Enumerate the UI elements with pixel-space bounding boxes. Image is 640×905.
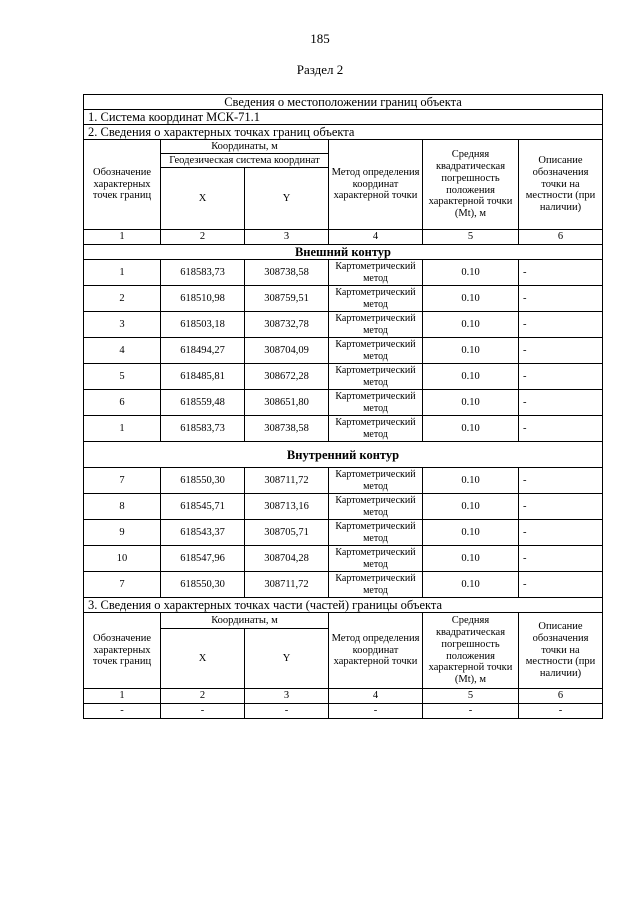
method-cell: Картометрический метод xyxy=(329,494,423,520)
method-cell: Картометрический метод xyxy=(329,572,423,598)
x-cell: 618559,48 xyxy=(161,390,245,416)
description-cell: - xyxy=(519,494,603,520)
accuracy-cell: 0.10 xyxy=(423,546,519,572)
method-cell: Картометрический метод xyxy=(329,338,423,364)
method-cell: Картометрический метод xyxy=(329,286,423,312)
table-cell: - xyxy=(423,704,519,719)
y-cell: 308711,72 xyxy=(245,572,329,598)
description-cell: - xyxy=(519,468,603,494)
column-number: 3 xyxy=(245,689,329,704)
x-cell: 618485,81 xyxy=(161,364,245,390)
description-cell: - xyxy=(519,572,603,598)
point-cell: 2 xyxy=(84,286,161,312)
coord-system: 1. Система координат МСК-71.1 xyxy=(84,110,603,125)
table-row xyxy=(84,312,603,338)
x-cell: 618545,71 xyxy=(161,494,245,520)
table-cell: - xyxy=(329,704,423,719)
accuracy-cell: 0.10 xyxy=(423,390,519,416)
column-number: 4 xyxy=(329,230,423,245)
table-row xyxy=(84,520,603,546)
column-number: 5 xyxy=(423,689,519,704)
y-cell: 308759,51 xyxy=(245,286,329,312)
accuracy-cell: 0.10 xyxy=(423,312,519,338)
x-cell: 618543,37 xyxy=(161,520,245,546)
y-cell: 308705,71 xyxy=(245,520,329,546)
method-cell: Картометрический метод xyxy=(329,520,423,546)
point-cell: 10 xyxy=(84,546,161,572)
column-number: 4 xyxy=(329,689,423,704)
header-x: X xyxy=(161,168,245,230)
part3-empty-row xyxy=(84,704,603,719)
description-cell: - xyxy=(519,338,603,364)
y-cell: 308704,09 xyxy=(245,338,329,364)
column-number: 6 xyxy=(519,230,603,245)
outer-contour-label: Внешний контур xyxy=(84,245,603,260)
y-cell: 308738,58 xyxy=(245,416,329,442)
x-cell: 618494,27 xyxy=(161,338,245,364)
table-row xyxy=(84,364,603,390)
header-y: Y xyxy=(245,168,329,230)
description-cell: - xyxy=(519,546,603,572)
table-row xyxy=(84,546,603,572)
header-coordinates: Координаты, м xyxy=(161,140,329,154)
method-cell: Картометрический метод xyxy=(329,416,423,442)
y-cell: 308704,28 xyxy=(245,546,329,572)
table-row xyxy=(84,286,603,312)
x-cell: 618510,98 xyxy=(161,286,245,312)
point-cell: 8 xyxy=(84,494,161,520)
y-cell: 308738,58 xyxy=(245,260,329,286)
description-cell: - xyxy=(519,390,603,416)
column-number: 1 xyxy=(84,230,161,245)
description-cell: - xyxy=(519,286,603,312)
y-cell: 308711,72 xyxy=(245,468,329,494)
accuracy-cell: 0.10 xyxy=(423,364,519,390)
accuracy-cell: 0.10 xyxy=(423,286,519,312)
point-cell: 6 xyxy=(84,390,161,416)
method-cell: Картометрический метод xyxy=(329,260,423,286)
method-cell: Картометрический метод xyxy=(329,546,423,572)
method-cell: Картометрический метод xyxy=(329,390,423,416)
point-cell: 9 xyxy=(84,520,161,546)
table-row xyxy=(84,494,603,520)
column-number: 3 xyxy=(245,230,329,245)
x-cell: 618583,73 xyxy=(161,260,245,286)
point-cell: 1 xyxy=(84,416,161,442)
accuracy-cell: 0.10 xyxy=(423,260,519,286)
header-coordinates: Координаты, м xyxy=(161,613,329,629)
accuracy-cell: 0.10 xyxy=(423,520,519,546)
accuracy-cell: 0.10 xyxy=(423,494,519,520)
table-row xyxy=(84,416,603,442)
header-point-designation: Обозначение характерных точек границ xyxy=(84,140,161,230)
x-cell: 618583,73 xyxy=(161,416,245,442)
section-title: Раздел 2 xyxy=(296,62,344,77)
point-cell: 3 xyxy=(84,312,161,338)
column-number: 1 xyxy=(84,689,161,704)
description-cell: - xyxy=(519,416,603,442)
method-cell: Картометрический метод xyxy=(329,364,423,390)
table-cell: - xyxy=(84,704,161,719)
inner-contour-label: Внутренний контур xyxy=(84,442,603,468)
table-cell: - xyxy=(161,704,245,719)
header-description: Описание обозначения точки на местности (при наличии) xyxy=(519,140,603,230)
point-cell: 1 xyxy=(84,260,161,286)
point-cell: 7 xyxy=(84,468,161,494)
header-geodetic-system: Геодезическая система координат xyxy=(161,154,329,168)
part2-title: 2. Сведения о характерных точках границ объекта xyxy=(84,125,603,140)
x-cell: 618550,30 xyxy=(161,468,245,494)
accuracy-cell: 0.10 xyxy=(423,416,519,442)
point-cell: 7 xyxy=(84,572,161,598)
page-number: 185 xyxy=(310,31,330,46)
header-method: Метод определения координат характерной точки xyxy=(329,140,423,230)
table-row xyxy=(84,338,603,364)
y-cell: 308672,28 xyxy=(245,364,329,390)
y-cell: 308651,80 xyxy=(245,390,329,416)
accuracy-cell: 0.10 xyxy=(423,338,519,364)
description-cell: - xyxy=(519,364,603,390)
table-row xyxy=(84,260,603,286)
header-point-designation: Обозначение характерных точек границ xyxy=(84,613,161,689)
column-number: 5 xyxy=(423,230,519,245)
point-cell: 5 xyxy=(84,364,161,390)
column-number: 2 xyxy=(161,689,245,704)
x-cell: 618503,18 xyxy=(161,312,245,338)
header-description: Описание обозначения точки на местности (при наличии) xyxy=(519,613,603,689)
table-cell: - xyxy=(245,704,329,719)
column-numbers-row xyxy=(84,230,603,245)
boundary-table xyxy=(83,94,603,719)
y-cell: 308713,16 xyxy=(245,494,329,520)
point-cell: 4 xyxy=(84,338,161,364)
description-cell: - xyxy=(519,520,603,546)
header-x: X xyxy=(161,629,245,689)
table-row xyxy=(84,390,603,416)
method-cell: Картометрический метод xyxy=(329,312,423,338)
method-cell: Картометрический метод xyxy=(329,468,423,494)
part3-title: 3. Сведения о характерных точках части (частей) границы объекта xyxy=(84,598,603,613)
y-cell: 308732,78 xyxy=(245,312,329,338)
x-cell: 618550,30 xyxy=(161,572,245,598)
column-number: 6 xyxy=(519,689,603,704)
accuracy-cell: 0.10 xyxy=(423,572,519,598)
header-accuracy: Средняя квадратическая погрешность положения характерной точки (Mt), м xyxy=(423,140,519,230)
header-y: Y xyxy=(245,629,329,689)
description-cell: - xyxy=(519,312,603,338)
column-number: 2 xyxy=(161,230,245,245)
column-numbers-row xyxy=(84,689,603,704)
x-cell: 618547,96 xyxy=(161,546,245,572)
table-cell: - xyxy=(519,704,603,719)
header-method: Метод определения координат характерной точки xyxy=(329,613,423,689)
table-row xyxy=(84,468,603,494)
description-cell: - xyxy=(519,260,603,286)
accuracy-cell: 0.10 xyxy=(423,468,519,494)
table-row xyxy=(84,572,603,598)
header-accuracy: Средняя квадратическая погрешность положения характерной точки (Mt), м xyxy=(423,613,519,689)
table-title: Сведения о местоположении границ объекта xyxy=(84,95,603,110)
